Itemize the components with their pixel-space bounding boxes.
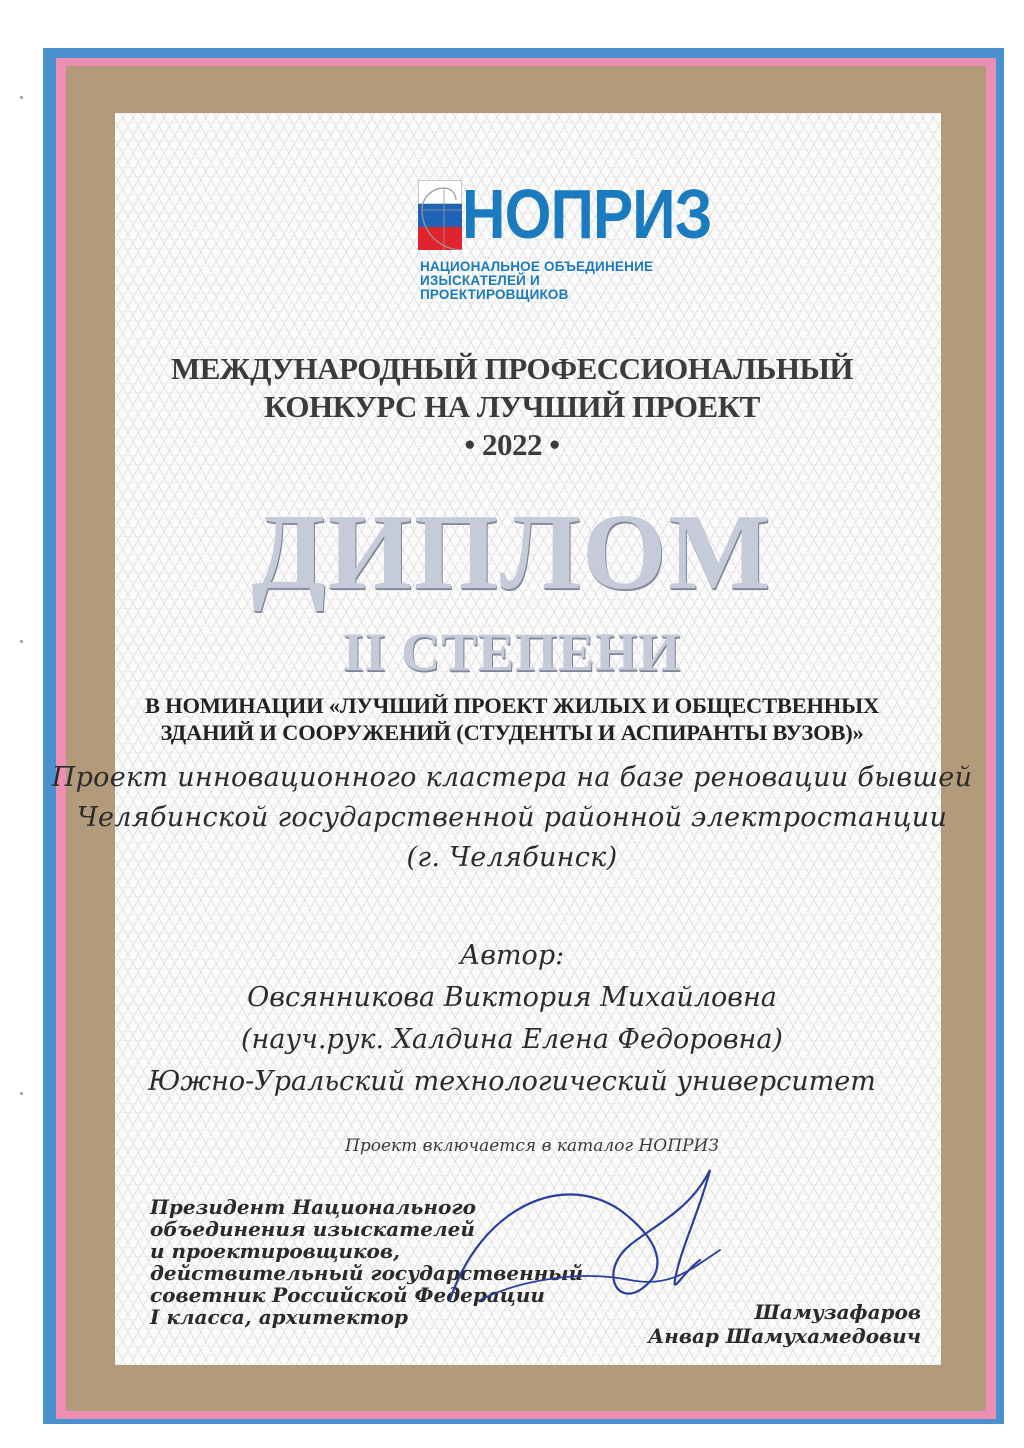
signer-given-name: Анвар Шамухамедович (647, 1324, 921, 1348)
president-line: I класса, архитектор (150, 1305, 409, 1329)
nomination-line: В НОМИНАЦИИ «ЛУЧШИЙ ПРОЕКТ ЖИЛЫХ И ОБЩЕСТВЕННЫХ (144, 693, 880, 718)
logo-subtitle-line: НАЦИОНАЛЬНОЕ ОБЪЕДИНЕНИЕ (420, 259, 654, 274)
president-line: Президент Национального (150, 1195, 476, 1219)
president-line: советник Российской Федерации (150, 1283, 545, 1307)
project-line: Проект инновационного кластера на базе реновации бывшей (51, 762, 973, 793)
diploma-title: ДИПЛОМ (251, 493, 773, 612)
president-line: объединения изыскателей (150, 1217, 475, 1241)
project-line: (г. Челябинск) (406, 842, 618, 873)
author-name: Овсянникова Виктория Михайловна (247, 982, 777, 1013)
contest-heading (0, 350, 1024, 464)
nomination (0, 692, 1024, 746)
flag-logo-icon (418, 180, 462, 250)
president-line: и проектировщиков, (150, 1239, 400, 1263)
project-title (0, 758, 1024, 878)
diploma-degree: II СТЕПЕНИ (342, 622, 682, 682)
author-label: Автор: (459, 940, 565, 971)
logo-subtitle (420, 260, 680, 302)
contest-year: • 2022 • (464, 427, 560, 462)
logo-wordmark: НОПРИЗ (462, 175, 712, 253)
author-block (0, 935, 1024, 1103)
logo-subtitle-line: ИЗЫСКАТЕЛЕЙ И ПРОЕКТИРОВЩИКОВ (420, 273, 569, 302)
catalog-note: Проект включается в каталог НОПРИЗ (345, 1136, 719, 1156)
signer-name (648, 1300, 921, 1348)
supervisor: (науч.рук. Халдина Елена Федоровна) (241, 1024, 783, 1055)
contest-line: МЕЖДУНАРОДНЫЙ ПРОФЕССИОНАЛЬНЫЙ (170, 351, 854, 386)
signer-surname: Шамузафаров (754, 1300, 921, 1324)
signature-icon (440, 1150, 740, 1310)
nopriz-logo (418, 175, 712, 302)
nomination-line: ЗДАНИЙ И СООРУЖЕНИЙ (СТУДЕНТЫ И АСПИРАНТЫ ВУЗОВ)» (160, 720, 864, 745)
contest-line: КОНКУРС НА ЛУЧШИЙ ПРОЕКТ (264, 389, 760, 424)
project-line: Челябинской государственной районной электростанции (76, 802, 948, 833)
president-line: действительный государственный (150, 1261, 584, 1285)
crop-mark (20, 96, 23, 99)
university: Южно-Уральский технологический университет (148, 1066, 876, 1097)
